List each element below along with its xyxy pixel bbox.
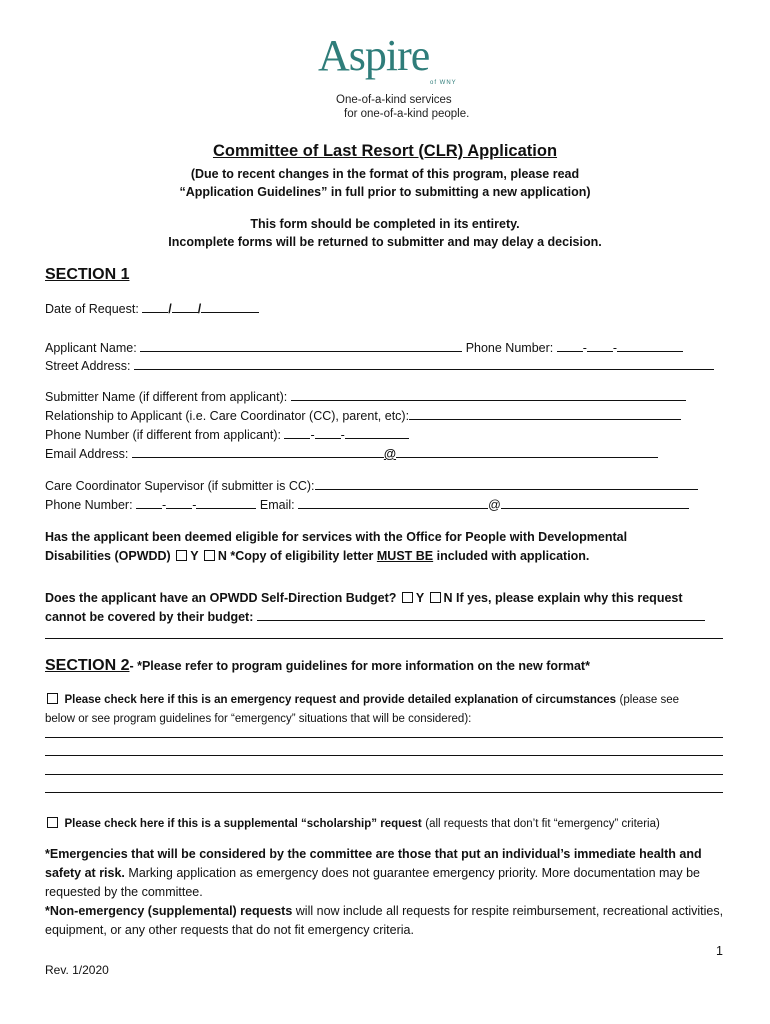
copy-note-pre: *Copy of eligibility letter (230, 549, 374, 563)
page-title: Committee of Last Resort (CLR) Application (212, 142, 558, 160)
completion-line-1: This form should be completed in its entirety. (250, 217, 520, 231)
budget-question (45, 589, 735, 627)
budget-question-text: Does the applicant have an OPWDD Self-Direction Budget? (45, 591, 397, 605)
opwdd-no-checkbox[interactable] (204, 550, 215, 561)
logo-wordmark: Aspire (318, 31, 430, 80)
budget-question-line-2 (45, 608, 735, 627)
opwdd-yes-label: Y (190, 549, 199, 563)
section-1-heading: SECTION 1 (45, 266, 130, 283)
section-2-note: - *Please refer to program guidelines for more information on the new format* (129, 659, 590, 673)
notice-line-2: “Application Guidelines” in full prior to submitting a new application) (179, 185, 591, 199)
relationship-field[interactable] (409, 407, 681, 420)
emergency-label-line-2: below or see program guidelines for “emergency” situations that will be considered): (45, 713, 472, 725)
date-day-field[interactable] (172, 300, 198, 313)
supervisor-email-user-field[interactable] (298, 496, 488, 509)
opwdd-question-text: Disabilities (OPWDD) (45, 549, 171, 563)
tagline-line-1: One-of-a-kind services (336, 94, 452, 106)
applicant-phone-prefix-field[interactable] (587, 339, 613, 352)
completion-line-2: Incomplete forms will be returned to submitter and may delay a decision. (168, 235, 602, 249)
submitter-phone-label: Phone Number (if different from applicant): (45, 428, 281, 442)
supervisor-email-label: Email: (259, 498, 295, 512)
supervisor-phone-line-field[interactable] (196, 496, 256, 509)
nonemergency-definition-rest: will now include all requests for respite reimbursement, recreational activities, equipment, or any other requests that do not fit emergency criteria. (45, 904, 724, 937)
submitter-label: Submitter Name (if different from applicant): (45, 390, 288, 404)
opwdd-no-label: N (217, 549, 227, 563)
date-of-request-row: Date of Request: / / (45, 300, 725, 318)
budget-question-line-1 (45, 589, 735, 608)
completion-note (0, 215, 770, 251)
nonemergency-definition-bold: *Non-emergency (supplemental) requests (45, 904, 293, 918)
supervisor-row (45, 477, 725, 495)
scholarship-checkbox[interactable] (47, 817, 58, 828)
emergency-label: Please check here if this is an emergency request and provide detailed explanation of circumstances (64, 694, 617, 706)
aspire-logo (318, 28, 478, 98)
supervisor-email-at: @ (488, 498, 501, 512)
supervisor-field[interactable] (315, 477, 698, 490)
date-month-field[interactable] (142, 300, 168, 313)
notice-line-1: (Due to recent changes in the format of this program, please read (190, 167, 580, 181)
submitter-phone-prefix-field[interactable] (315, 426, 341, 439)
opwdd-question (45, 528, 735, 566)
copy-note-post: included with application. (436, 549, 590, 563)
emergency-explain-line-1[interactable] (45, 737, 723, 738)
applicant-row: Applicant Name: Phone Number: - - (45, 339, 725, 357)
email-at-sign: @ (383, 447, 397, 461)
emergency-label-rest: (please see (619, 694, 680, 706)
supervisor-contact-row: Phone Number: - - Email: @ (45, 496, 725, 514)
emergency-definition (45, 845, 725, 940)
date-label: Date of Request: (45, 302, 139, 316)
street-address-field[interactable] (134, 357, 714, 370)
opwdd-question-line-1: Has the applicant been deemed eligible for services with the Office for People with Developmental (45, 530, 628, 544)
budget-explain-field[interactable] (257, 608, 705, 621)
budget-no-checkbox[interactable] (430, 592, 441, 603)
budget-yes-label: Y (415, 591, 425, 605)
notice (0, 165, 770, 201)
relationship-label: Relationship to Applicant (i.e. Care Coordinator (CC), parent, etc): (45, 409, 410, 423)
emergency-explain-line-3[interactable] (45, 774, 723, 775)
emergency-explain-line-4[interactable] (45, 792, 723, 793)
submitter-row (45, 388, 725, 406)
budget-yes-checkbox[interactable] (402, 592, 413, 603)
submitter-phone-row: Phone Number (if different from applicant): - - (45, 426, 725, 444)
budget-explain-line-2[interactable] (45, 638, 723, 639)
section-2-header (45, 657, 725, 675)
section-2-heading: SECTION 2 (45, 657, 130, 674)
copy-note-must: MUST BE (376, 549, 434, 563)
budget-no-label: N (443, 591, 453, 605)
scholarship-option (45, 814, 735, 834)
budget-explain-label: cannot be covered by their budget: (45, 610, 254, 624)
logo-tagline (336, 93, 469, 121)
supervisor-phone-area-field[interactable] (136, 496, 162, 509)
supervisor-phone-label: Phone Number: (45, 498, 133, 512)
revision-label: Rev. 1/2020 (45, 963, 109, 977)
opwdd-yes-checkbox[interactable] (176, 550, 187, 561)
relationship-row (45, 407, 725, 425)
emergency-explain-line-2[interactable] (45, 755, 723, 756)
email-row (45, 445, 725, 463)
applicant-phone-line-field[interactable] (617, 339, 683, 352)
scholarship-label-rest: (all requests that don’t fit “emergency” criteria) (425, 818, 660, 830)
street-row (45, 357, 725, 375)
applicant-name-field[interactable] (140, 339, 462, 352)
budget-followup-text: If yes, please explain why this request (456, 591, 683, 605)
submitter-phone-area-field[interactable] (284, 426, 310, 439)
emergency-checkbox[interactable] (47, 693, 58, 704)
street-label: Street Address: (45, 359, 131, 373)
supervisor-label: Care Coordinator Supervisor (if submitter is CC): (45, 479, 315, 493)
opwdd-question-line-2 (45, 547, 735, 566)
page-number: 1 (716, 944, 723, 958)
tagline-line-2: for one-of-a-kind people. (344, 108, 470, 120)
emergency-option (45, 690, 735, 729)
applicant-phone-label: Phone Number: (465, 341, 554, 355)
applicant-name-label: Applicant Name: (45, 341, 137, 355)
emergency-definition-bold: *Emergencies that will be considered by the committee are those that put an individual’s immediate health and safety at risk. (45, 847, 702, 880)
applicant-phone-area-field[interactable] (557, 339, 583, 352)
email-label: Email Address: (45, 447, 129, 461)
submitter-name-field[interactable] (291, 388, 686, 401)
email-domain-field[interactable] (396, 445, 658, 458)
date-year-field[interactable] (201, 300, 259, 313)
logo-subtext: of WNY (430, 80, 457, 86)
email-user-field[interactable] (132, 445, 384, 458)
scholarship-label: Please check here if this is a supplemental “scholarship” request (64, 818, 422, 830)
supervisor-email-domain-field[interactable] (501, 496, 689, 509)
supervisor-phone-prefix-field[interactable] (166, 496, 192, 509)
submitter-phone-line-field[interactable] (345, 426, 409, 439)
emergency-definition-rest: Marking application as emergency does not guarantee emergency priority. More documentation may be requested by the committee. (45, 866, 701, 899)
